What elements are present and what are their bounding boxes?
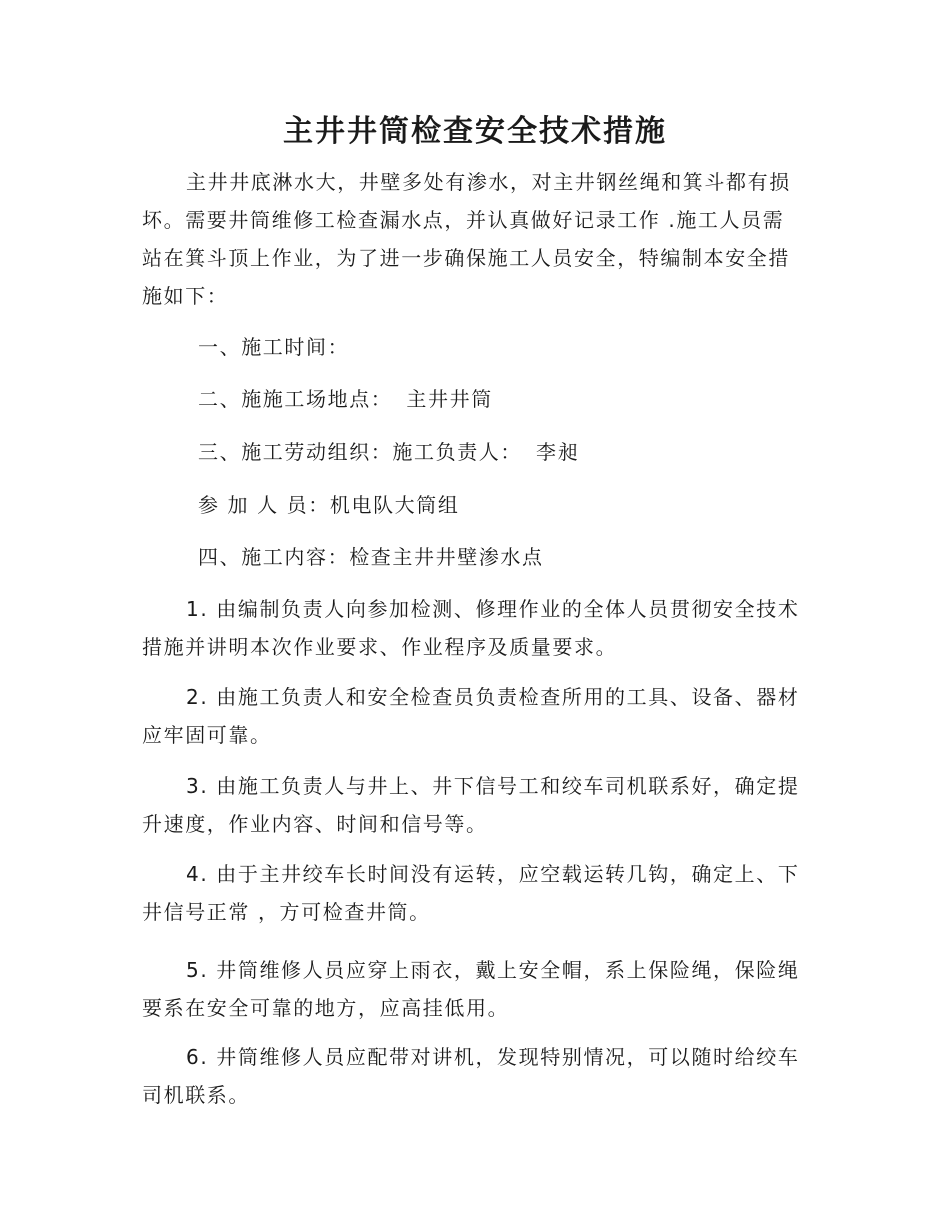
- section-site: [198, 380, 493, 418]
- intro-paragraph: 主井井底淋水大，井壁多处有渗水，对主井钢丝绳和箕斗都有损坏。需要井筒维修工检查漏水点，并认真做好记录工作 .施工人员需站在箕斗顶上作业，为了进一步确保施工人员安全，特编制本安全措施如下：: [142, 170, 791, 308]
- list-item: 2. 由施工负责人和安全检查员负责检查所用的工具、设备、器材应牢固可靠。: [142, 685, 800, 747]
- section-participants-value: 机电队大筒组: [329, 493, 460, 517]
- section-organization-value: 李昶: [536, 440, 580, 464]
- section-time-label: 一、施工时间：: [198, 335, 350, 359]
- list-item: 3. 由施工负责人与井上、井下信号工和绞车司机联系好，确定提升速度，作业内容、时间和信号等。: [142, 774, 800, 836]
- section-time: [198, 328, 349, 366]
- section-site-label: 二、施施工场地点：: [198, 387, 393, 411]
- section-content-value: 检查主井井壁渗水点: [349, 545, 544, 569]
- list-item: 4. 由于主井绞车长时间没有运转，应空载运转几钩，确定上、下井信号正常 ，方可检查井筒。: [142, 862, 800, 924]
- section-organization-label: 三、施工劳动组织：施工负责人：: [198, 440, 522, 464]
- section-organization: [198, 433, 579, 471]
- list-item: 5. 井筒维修人员应穿上雨衣，戴上安全帽，系上保险绳，保险绳要系在安全可靠的地方，应高挂低用。: [142, 958, 800, 1020]
- section-site-value: 主井井筒: [406, 387, 493, 411]
- section-content-label: 四、施工内容：: [198, 545, 350, 569]
- section-content: [198, 538, 544, 576]
- list-item: 1. 由编制负责人向参加检测、修理作业的全体人员贯彻安全技术措施并讲明本次作业要求、作业程序及质量要求。: [142, 597, 800, 659]
- document-title: 主井井筒检查安全技术措施: [283, 114, 667, 149]
- list-item: 6. 井筒维修人员应配带对讲机，发现特别情况，可以随时给绞车司机联系。: [142, 1045, 800, 1107]
- section-participants: [198, 486, 459, 524]
- section-participants-label: 参 加 人 员：: [198, 493, 330, 517]
